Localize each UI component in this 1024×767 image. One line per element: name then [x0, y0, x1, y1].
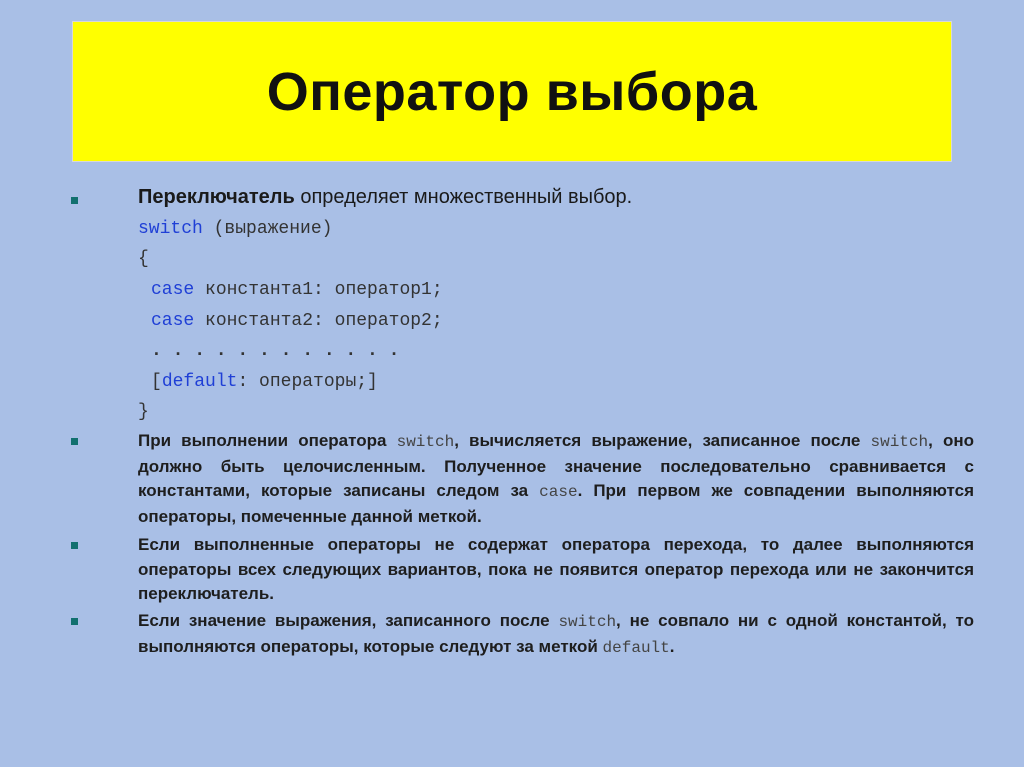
- code-open-brace: {: [138, 249, 149, 269]
- inline-code: switch: [396, 433, 455, 451]
- code-keyword: switch: [138, 219, 203, 239]
- code-close-brace: }: [138, 402, 149, 422]
- para-text: , оно должно быть целочисленным. Полученное значение последовательно сравнивается с константами, которые записаны следом за: [138, 431, 974, 500]
- code-text: (выражение): [202, 219, 333, 239]
- code-text: [: [151, 372, 162, 392]
- intro-term: Переключатель: [138, 186, 295, 208]
- inline-code: switch: [870, 433, 929, 451]
- para-text: . При первом же совпадении выполняются операторы, помеченные данной меткой.: [138, 481, 974, 526]
- bullet-marker: [71, 438, 78, 445]
- bullet-marker: [71, 542, 78, 549]
- inline-code: case: [539, 483, 578, 501]
- code-line-case2: [151, 311, 443, 331]
- paragraph-default: [138, 609, 974, 660]
- inline-code: default: [602, 638, 670, 657]
- bullet-marker: [71, 618, 78, 625]
- code-line-default: [151, 372, 378, 392]
- code-keyword: default: [161, 372, 238, 392]
- code-line-switch: [138, 219, 332, 239]
- para-text: .: [669, 636, 675, 656]
- paragraph-fallthrough: Если выполненные операторы не содержат оператора перехода, то далее выполняются операторы всех следующих вариантов, пока не появится оператор перехода или не закончится переключатель.: [138, 535, 974, 603]
- code-line-case1: [151, 280, 443, 300]
- para-text: , вычисляется выражение, записанное после: [454, 431, 871, 450]
- code-text: константа1: оператор1;: [194, 280, 443, 300]
- code-keyword: case: [151, 311, 195, 331]
- para-text: При выполнении оператора: [138, 431, 397, 450]
- code-text: константа2: оператор2;: [194, 311, 443, 331]
- code-text: : операторы;]: [237, 372, 378, 392]
- inline-code: switch: [558, 613, 617, 631]
- para-text: Если значение выражения, записанного после: [138, 611, 559, 630]
- slide-title: Оператор выбора: [266, 61, 758, 122]
- intro-line: [138, 186, 632, 209]
- bullet-marker: [71, 197, 78, 204]
- code-ellipsis: . . . . . . . . . . . .: [151, 341, 400, 361]
- para-text: , не совпало ни с одной константой, то выполняются операторы, которые следуют за меткой: [138, 611, 975, 656]
- intro-text: определяет множественный выбор.: [294, 186, 633, 208]
- paragraph-execution: [138, 429, 974, 529]
- title-banner: [72, 21, 952, 162]
- code-keyword: case: [151, 280, 195, 300]
